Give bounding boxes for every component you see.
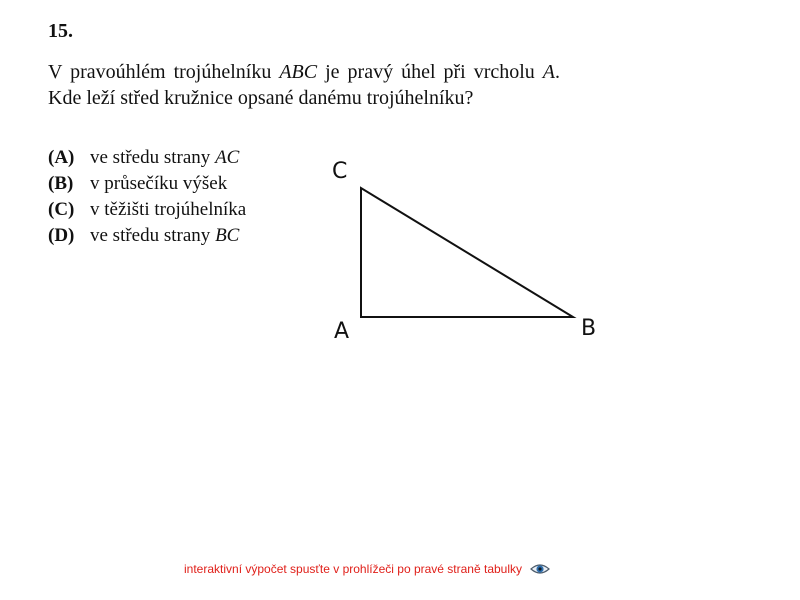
option-d-math: BC (215, 225, 240, 246)
problem-number: 15. (48, 20, 73, 42)
option-c-letter: (C) (48, 199, 75, 220)
option-b-text: v průsečíku výšek (90, 173, 228, 194)
vertex-label-b: B (581, 316, 597, 341)
option-b-letter: (B) (48, 173, 74, 194)
question-part-3: . Kde leží střed kružnice opsané danému trojúhelníku? (48, 61, 560, 109)
option-a-math: AC (215, 147, 240, 168)
vertex-label-a: A (334, 319, 350, 344)
option-c-text: v těžišti trojúhelníka (90, 199, 247, 220)
option-a-letter: (A) (48, 147, 75, 168)
option-a-text: ve středu strany (90, 147, 216, 168)
vertex-label-c: C (332, 159, 348, 184)
triangle-shape (361, 188, 573, 317)
vertex-name: A (542, 61, 555, 83)
triangle-name: ABC (279, 61, 318, 83)
question-part-1: V pravoúhlém trojúhelníku (48, 61, 280, 83)
option-d-text: ve středu strany (90, 225, 216, 246)
footer-text: interaktivní výpočet spusťte v prohlížeči po pravé straně tabulky (184, 562, 523, 576)
eye-icon[interactable] (530, 562, 550, 576)
question-part-2: je pravý úhel při vrcholu (317, 61, 543, 83)
option-d-letter: (D) (48, 225, 75, 246)
footer-note (184, 562, 550, 576)
